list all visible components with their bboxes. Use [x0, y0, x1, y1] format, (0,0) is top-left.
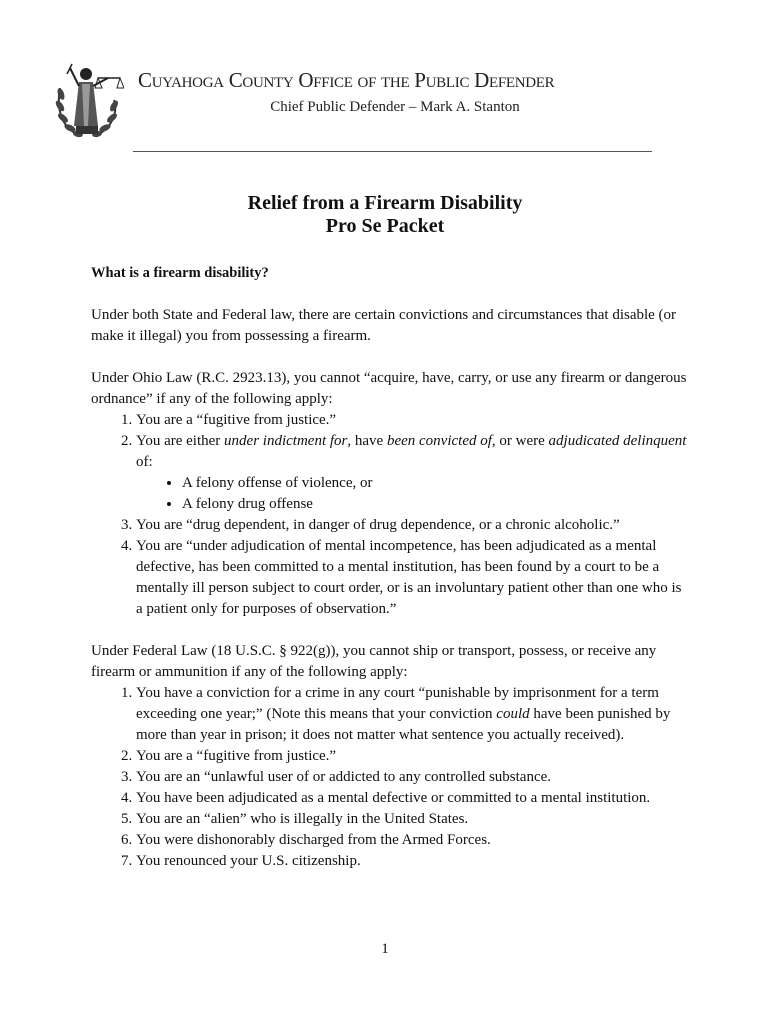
page-number: 1 [381, 941, 389, 957]
ohio-item-1: 1. You are a “fugitive from justice.” [136, 410, 691, 431]
chief-public-defender: Chief Public Defender – Mark A. Stanton [270, 99, 520, 115]
ohio-item-3: 3. You are “drug dependent, in danger of drug dependence, or a chronic alcoholic.” [136, 515, 691, 536]
document-body [91, 263, 691, 872]
ohio-item-2-sublist [136, 473, 691, 515]
ohio-item-2-italic-b: under indictment for [224, 433, 348, 449]
office-name: Cuyahoga County Office of the Public Defender [138, 68, 555, 92]
federal-item-6: 6. You were dishonorably discharged from the Armed Forces. [136, 830, 691, 851]
title-line-2: Pro Se Packet [325, 215, 445, 237]
federal-item-3: 3. You are an “unlawful user of or addicted to any controlled substance. [136, 767, 691, 788]
federal-item-1-text-c: have been punished by more than year in prison; it does not matter what sentence you actually received). [136, 706, 671, 743]
ohio-law-lead: Under Ohio Law (R.C. 2923.13), you cannot “acquire, have, carry, or use any firearm or dangerous ordnance” if any of the following apply: [91, 370, 687, 407]
federal-item-1-text-a: You have a conviction for a crime in any court “punishable by imprisonment for a term exceeding one year;” (Note this means that your conviction [136, 685, 659, 722]
federal-item-2: 2. You are a “fugitive from justice.” [136, 746, 691, 767]
ohio-subitem-2: • A felony drug offense [182, 494, 691, 515]
ohio-law-list [91, 410, 691, 620]
title-line-1: Relief from a Firearm Disability [247, 192, 523, 214]
intro-paragraph: Under both State and Federal law, there are certain convictions and circumstances that disable (or make it illegal) you from possessing a firearm. [91, 307, 677, 344]
ohio-item-2-italic-d: been convicted of [386, 433, 492, 449]
federal-item-7: 7. You renounced your U.S. citizenship. [136, 851, 691, 872]
document-title [0, 192, 770, 238]
federal-item-1 [136, 683, 691, 746]
ohio-item-4: 4. You are “under adjudication of mental incompetence, has been adjudicated as a mental defective, has been committed to a mental institution, has been found by a court to be a mentally ill person subject to court order, or is an involuntary patient other than one who is a patient only for purposes of observation.” [136, 536, 691, 620]
ohio-item-2-text-a: You are either [136, 433, 225, 449]
federal-law-lead: Under Federal Law (18 U.S.C. § 922(g)), you cannot ship or transport, possess, or receive any firearm or ammunition if any of the following apply: [91, 643, 657, 680]
ohio-item-2-text-c: , have [347, 433, 387, 449]
ohio-subitem-1: • A felony offense of violence, or [182, 473, 691, 494]
header-divider [133, 151, 652, 152]
ohio-item-2-italic-f: adjudicated delinquent [548, 433, 687, 449]
section-question: What is a firearm disability? [91, 265, 269, 281]
federal-law-list [91, 683, 691, 872]
ohio-item-2-text-e: , or were [491, 433, 549, 449]
ohio-item-2 [136, 431, 691, 515]
federal-item-5: 5. You are an “alien” who is illegally in the United States. [136, 809, 691, 830]
ohio-item-2-text-g: of: [136, 454, 153, 470]
federal-item-4: 4. You have been adjudicated as a mental defective or committed to a mental institution. [136, 788, 691, 809]
federal-item-1-italic-b: could [496, 706, 530, 722]
